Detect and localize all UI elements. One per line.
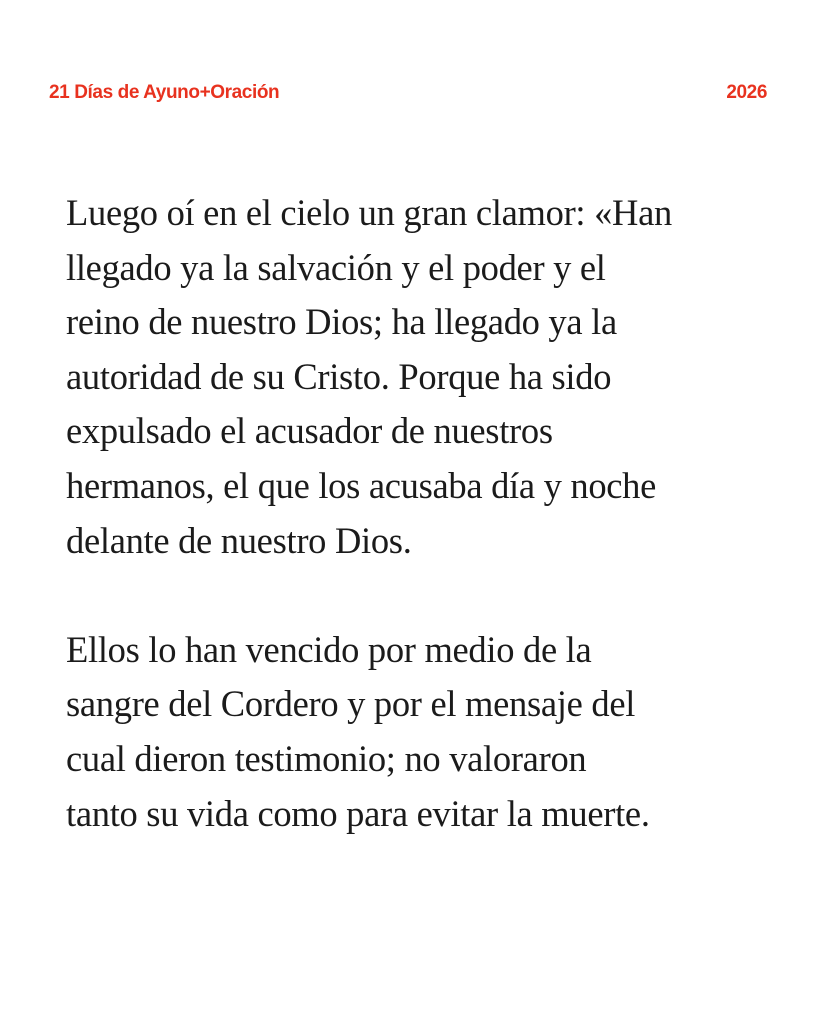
text-line: Ellos lo han vencido por medio de la: [66, 628, 592, 670]
text-line: cual dieron testimonio; no valoraron: [66, 737, 587, 779]
text-line: tanto su vida como para evitar la muerte.: [66, 792, 650, 834]
text-line: reino de nuestro Dios; ha llegado ya la: [66, 301, 617, 343]
paragraph-1: [66, 186, 766, 568]
header-year: 2026: [726, 82, 767, 103]
text-line: hermanos, el que los acusaba día y noche: [66, 464, 657, 506]
header: [49, 82, 767, 104]
text-line: Luego oí en el cielo un gran clamor: «Han: [66, 192, 672, 233]
text-line: delante de nuestro Dios.: [66, 519, 412, 561]
header-title: 21 Días de Ayuno+Oración: [49, 82, 280, 103]
text-line: expulsado el acusador de nuestros: [66, 410, 553, 452]
scripture-text: [66, 186, 766, 841]
text-line: sangre del Cordero y por el mensaje del: [66, 683, 636, 725]
text-line: llegado ya la salvación y el poder y el: [66, 246, 606, 288]
paragraph-2: [66, 623, 766, 841]
text-line: autoridad de su Cristo. Porque ha sido: [66, 355, 612, 397]
